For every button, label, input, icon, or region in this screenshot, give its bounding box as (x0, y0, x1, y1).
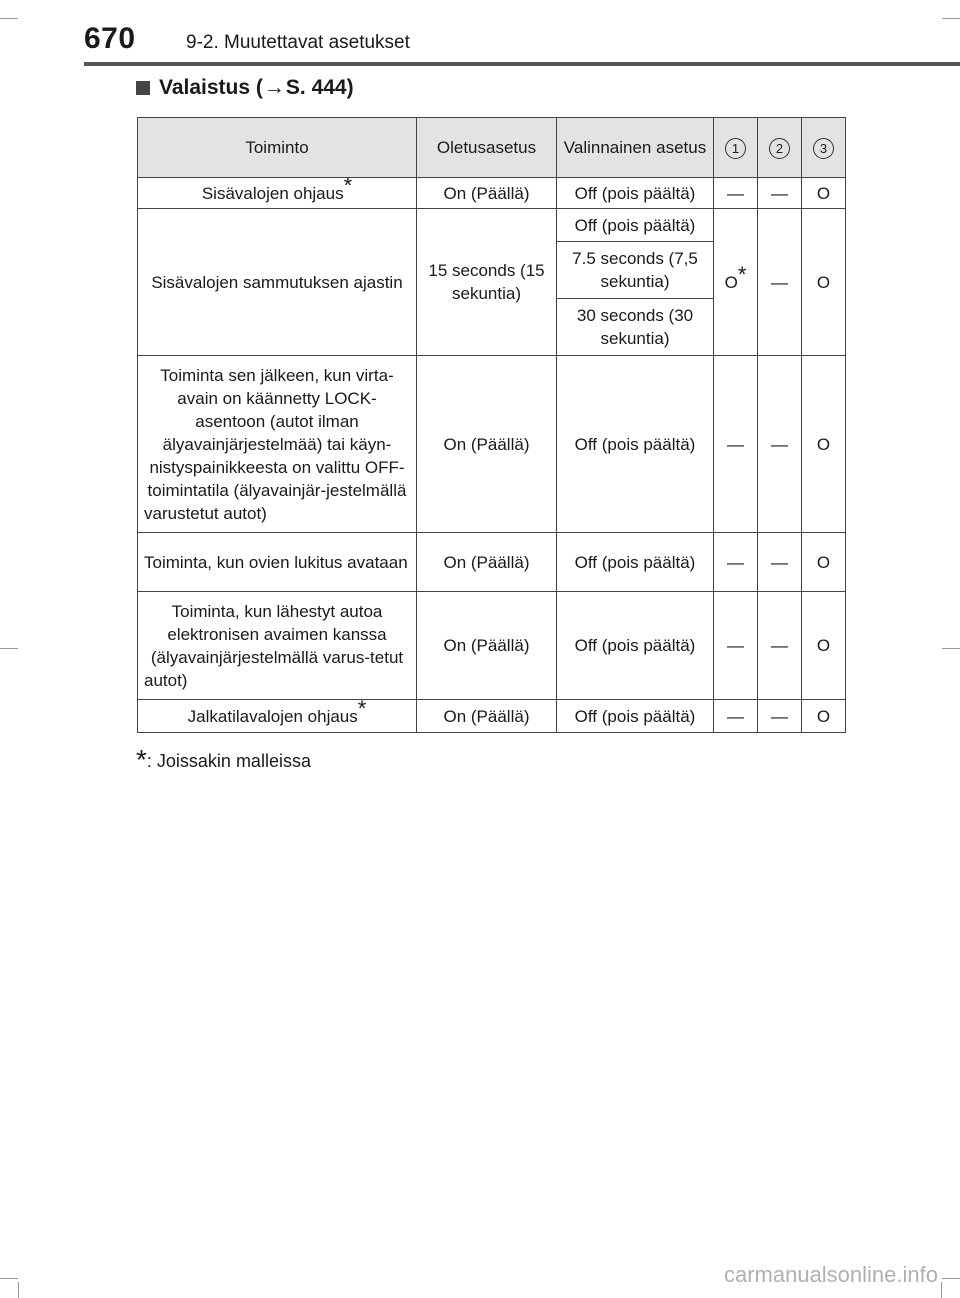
cell-optional: Off (pois päältä) (557, 209, 714, 242)
crop-mark (0, 1278, 18, 1279)
function-text: Sisävalojen ohjaus (201, 183, 344, 203)
chapter-title: 9-2. Muutettavat asetukset (186, 32, 410, 53)
table-row (138, 533, 846, 592)
header-default: Oletusasetus (417, 118, 557, 178)
crop-mark (18, 1282, 19, 1298)
cell-default: On (Päällä) (417, 592, 557, 700)
cell-optional: Off (pois päältä) (557, 592, 714, 700)
cell-c1: — (714, 178, 758, 209)
arrow-right-icon: → (263, 76, 285, 99)
page-number: 670 (84, 22, 136, 55)
cell-function: Sisävalojen sammutuksen ajastin (138, 209, 417, 356)
table-row (138, 700, 846, 733)
section-title: Valaistus ( (159, 76, 263, 99)
cell-optional: Off (pois päältä) (557, 533, 714, 592)
cell-function: Toiminta, kun ovien lukitus avataan (138, 533, 417, 592)
footnote-star: * (357, 695, 367, 721)
header-col1 (714, 118, 758, 178)
cell-c2: — (758, 356, 802, 533)
function-text: Jalkatilavalojen ohjaus (187, 706, 358, 726)
circled-number-1: 1 (725, 138, 746, 159)
section-heading (136, 76, 354, 100)
cell-c3: O (802, 178, 846, 209)
table-row (138, 178, 846, 209)
crop-mark (942, 18, 960, 19)
settings-table (137, 117, 846, 733)
cell-optional: Off (pois päältä) (557, 356, 714, 533)
table-row (138, 209, 846, 242)
crop-mark (941, 1282, 942, 1298)
footnote-star: * (737, 261, 747, 287)
header-col2 (758, 118, 802, 178)
cell-function (138, 695, 417, 733)
cell-optional: Off (pois päältä) (557, 178, 714, 209)
crop-mark (942, 1278, 960, 1279)
crop-mark (0, 648, 18, 649)
table-row (138, 592, 846, 700)
cell-default: 15 seconds (15 sekuntia) (417, 209, 557, 356)
cell-c3: O (802, 700, 846, 733)
table-header-row (138, 118, 846, 178)
cell-c1: — (714, 356, 758, 533)
cell-default: On (Päällä) (417, 700, 557, 733)
table-row (138, 356, 846, 533)
cell-default: On (Päällä) (417, 178, 557, 209)
cell-function: Toiminta, kun lähestyt autoa elektronisen avaimen kanssa (älyavainjärjestelmällä varus-tetut autot) (138, 592, 417, 700)
header-col3 (802, 118, 846, 178)
crop-mark (942, 648, 960, 649)
cell-c1: — (714, 592, 758, 700)
section-bullet-icon (136, 81, 150, 95)
cell-c1: — (714, 533, 758, 592)
circled-number-2: 2 (769, 138, 790, 159)
cell-c3: O (802, 356, 846, 533)
footnote (136, 744, 311, 776)
cell-c3: O (802, 209, 846, 356)
cell-optional: 7.5 seconds (7,5 sekuntia) (557, 242, 714, 299)
cell-function (138, 172, 417, 209)
cell-c2: — (758, 700, 802, 733)
cell-default: On (Päällä) (417, 356, 557, 533)
header-rule (84, 62, 960, 66)
cell-c1 (714, 209, 758, 356)
cell-c3: O (802, 533, 846, 592)
footnote-star: * (343, 172, 353, 198)
section-page-ref[interactable]: S. 444) (285, 76, 354, 99)
header-optional: Valinnainen asetus (557, 118, 714, 178)
cell-c3: O (802, 592, 846, 700)
watermark: carmanualsonline.info (723, 1262, 938, 1287)
circled-number-3: 3 (813, 138, 834, 159)
cell-c1: — (714, 700, 758, 733)
cell-optional: Off (pois päältä) (557, 700, 714, 733)
cell-default: On (Päällä) (417, 533, 557, 592)
cell-c2: — (758, 533, 802, 592)
crop-mark (0, 18, 18, 19)
c1-text: O (724, 272, 738, 292)
footnote-star: * (136, 744, 147, 775)
footnote-text: : Joissakin malleissa (146, 751, 311, 771)
cell-c2: — (758, 178, 802, 209)
header-function: Toiminto (138, 118, 417, 178)
cell-c2: — (758, 209, 802, 356)
cell-function: Toiminta sen jälkeen, kun virta-avain on käännetty LOCK-asentoon (autot ilman älyavainjärjestelmää) tai käyn-nistyspainikkeesta on valittu OFF-toimintatila (älyavainjär-jestelmällä varustetut autot) (138, 356, 417, 533)
cell-optional: 30 seconds (30 sekuntia) (557, 299, 714, 356)
cell-c2: — (758, 592, 802, 700)
